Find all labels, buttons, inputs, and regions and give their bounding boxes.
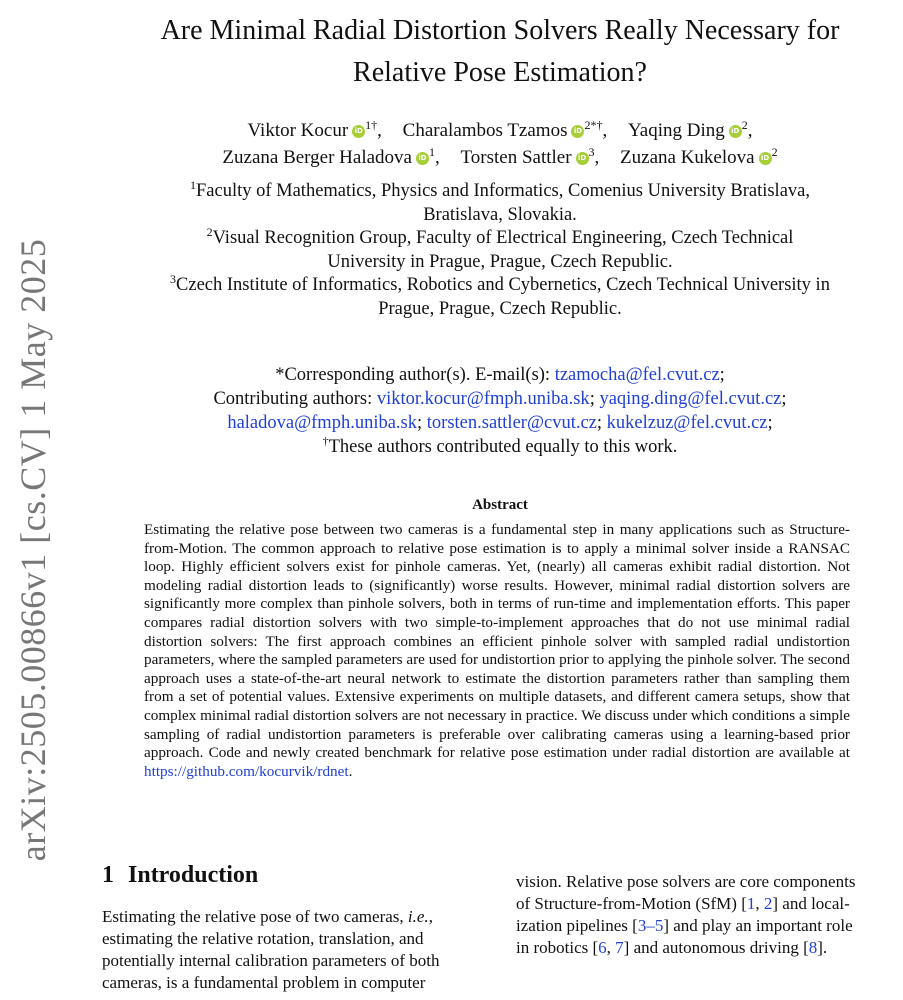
- citation-link[interactable]: 1: [746, 894, 756, 913]
- dagger-mark: †: [322, 434, 329, 448]
- affiliation-2: [120, 227, 880, 274]
- email-link-kukelova[interactable]: kukelzuz@fel.cvut.cz: [606, 413, 768, 433]
- arxiv-identifier-stamp: arXiv:2505.00866v1 [cs.CV] 1 May 2025: [13, 238, 53, 862]
- orcid-icon[interactable]: iD: [416, 152, 429, 165]
- author-kukelova: [620, 147, 778, 168]
- text-line: in robotics [6, 7] and autonomous driving [8].: [516, 938, 828, 957]
- equal-contribution-text: These authors contributed equally to this work.: [328, 437, 678, 457]
- citation-link[interactable]: 8: [808, 938, 818, 957]
- corresponding-email-link[interactable]: tzamocha@fel.cvut.cz: [554, 365, 720, 385]
- orcid-icon[interactable]: iD: [576, 152, 589, 165]
- email-link-haladova[interactable]: haladova@fmph.uniba.sk: [227, 413, 417, 433]
- email-link-sattler[interactable]: torsten.sattler@cvut.cz: [426, 413, 597, 433]
- text-line: estimating the relative rotation, translation, and: [102, 929, 424, 948]
- author-name: Charalambos Tzamos: [402, 120, 568, 141]
- corresponding-label: *Corresponding author(s). E-mail(s):: [275, 365, 555, 385]
- citation-link[interactable]: 6: [598, 938, 607, 957]
- affiliation-text: University in Prague, Prague, Czech Republic.: [327, 251, 673, 272]
- affiliation-text: Visual Recognition Group, Faculty of Electrical Engineering, Czech Technical: [212, 228, 794, 248]
- author-list: [120, 117, 880, 171]
- code-repository-link[interactable]: https://github.com/kocurvik/rdnet: [144, 762, 349, 780]
- author-affiliation-mark: 1†: [365, 118, 378, 132]
- affiliation-text: Prague, Prague, Czech Republic.: [378, 298, 622, 319]
- author-affiliation-mark: 3: [588, 145, 595, 159]
- citation-link[interactable]: 3–5: [637, 916, 664, 935]
- author-affiliation-mark: 2: [741, 118, 748, 132]
- author-name: Zuzana Kukelova: [620, 147, 755, 168]
- email-link-kocur[interactable]: viktor.kocur@fmph.uniba.sk: [376, 389, 590, 409]
- abstract-heading: Abstract: [472, 497, 528, 513]
- text-line: of Structure-from-Motion (SfM) [1, 2] and local-: [516, 894, 850, 913]
- contributing-authors-line: Contributing authors: viktor.kocur@fmph.uniba.sk; yaqing.ding@fel.cvut.cz;: [213, 389, 787, 409]
- section-number: 1: [102, 862, 114, 888]
- affiliation-3: [120, 274, 880, 321]
- citation-link[interactable]: 7: [615, 938, 624, 957]
- affiliation-text: Czech Institute of Informatics, Robotics and Cybernetics, Czech Technical University in: [176, 275, 830, 295]
- author-kocur: Viktor Kocur iD $^{1\dagger}$,: [247, 118, 382, 141]
- affiliation-number: 2: [206, 225, 213, 239]
- text-line: cameras, is a fundamental problem in computer: [102, 973, 426, 992]
- intro-paragraph-right: [516, 871, 890, 959]
- author-name: Yaqing Ding: [627, 120, 725, 141]
- text-line: ization pipelines [3–5] and play an important role: [516, 916, 853, 935]
- contributing-emails-line: haladova@fmph.uniba.sk; torsten.sattler@cvut.cz; kukelzuz@fel.cvut.cz;: [227, 413, 773, 433]
- affiliation-number: 3: [170, 272, 177, 286]
- author-haladova: Zuzana Berger Haladova iD $^1$,: [222, 145, 440, 168]
- title-line-1: Are Minimal Radial Distortion Solvers Really Necessary for: [160, 15, 840, 46]
- orcid-icon[interactable]: iD: [729, 125, 742, 138]
- author-affiliation-mark: 1: [428, 145, 435, 159]
- author-name: Torsten Sattler: [460, 147, 572, 168]
- citation-link[interactable]: 2: [763, 894, 773, 913]
- section-heading-introduction: [102, 862, 258, 889]
- orcid-icon[interactable]: iD: [352, 125, 365, 138]
- text-line: Estimating the relative pose of two cameras, i.e.,: [102, 907, 433, 926]
- author-tzamos: Charalambos Tzamos iD $^{2*\dagger}$,: [402, 118, 608, 141]
- author-name: Viktor Kocur: [247, 120, 349, 141]
- italic-abbreviation: i.e.: [407, 907, 429, 926]
- text-line: potentially internal calibration parameters of both: [102, 951, 440, 970]
- author-ding: Yaqing Ding iD $^2$,: [627, 118, 753, 141]
- abstract-text: Estimating the relative pose between two cameras is a fundamental step in many applications such as Structure-from-Motion. The common approach to relative pose estimation is to apply a minimal solver inside a RANSAC loop. Highly efficient solvers exist for pinhole cameras. Yet, (nearly) all cameras exhibit radial distortion. Not modeling radial distortion leads to (significantly) worse results. However, minimal radial distortion solvers are significantly more complex than pinhole solvers, both in terms of run-time and implementation efforts. This paper compares radial distortion solvers with two simple-to-implement approaches that do not use minimal radial distortion solvers: The first approach combines an efficient pinhole solver with sampled radial undistortion parameters, where the sampled parameters are used for undistortion prior to applying the pinhole solver. The second approach uses a state-of-the-art neural network to estimate the distortion parameters rather than sampling them from a set of potential values. Extensive experiments on multiple datasets, and different camera setups, show that complex minimal radial distortion solvers are not necessary in practice. We discuss under which conditions a simple sampling of radial undistortion parameters is preferable over calibrating cameras using a learning-based prior approach. Code and newly created benchmark for relative pose estimation under radial distortion are available at: [144, 521, 850, 762]
- affiliation-text: Faculty of Mathematics, Physics and Informatics, Comenius University Bratislava,: [196, 181, 810, 201]
- author-sattler: Torsten Sattler iD $^3$,: [460, 145, 600, 168]
- abstract-body: [144, 521, 850, 781]
- contact-block: [120, 363, 880, 459]
- author-name: Zuzana Berger Haladova: [222, 147, 412, 168]
- section-title: Introduction: [128, 862, 259, 888]
- corresponding-author-line: *Corresponding author(s). E-mail(s): tzamocha@fel.cvut.cz;: [275, 365, 725, 385]
- author-affiliation-mark: 2: [771, 145, 778, 159]
- orcid-icon[interactable]: iD: [571, 125, 584, 138]
- email-link-ding[interactable]: yaqing.ding@fel.cvut.cz: [599, 389, 782, 409]
- affiliations: [120, 180, 880, 321]
- affiliation-text: Bratislava, Slovakia.: [423, 204, 577, 225]
- author-affiliation-mark: 2*†: [584, 118, 603, 132]
- text-line: vision. Relative pose solvers are core components: [516, 872, 856, 891]
- intro-paragraph-left: [102, 906, 476, 994]
- abstract-text-end: .: [348, 762, 353, 780]
- title-line-2: Relative Pose Estimation?: [353, 57, 647, 88]
- paper-title: [120, 10, 880, 94]
- equal-contribution-note: [120, 435, 880, 459]
- affiliation-number: 1: [190, 178, 196, 192]
- affiliation-1: [120, 180, 880, 227]
- contributing-label: Contributing authors:: [213, 389, 377, 409]
- orcid-icon[interactable]: iD: [759, 152, 772, 165]
